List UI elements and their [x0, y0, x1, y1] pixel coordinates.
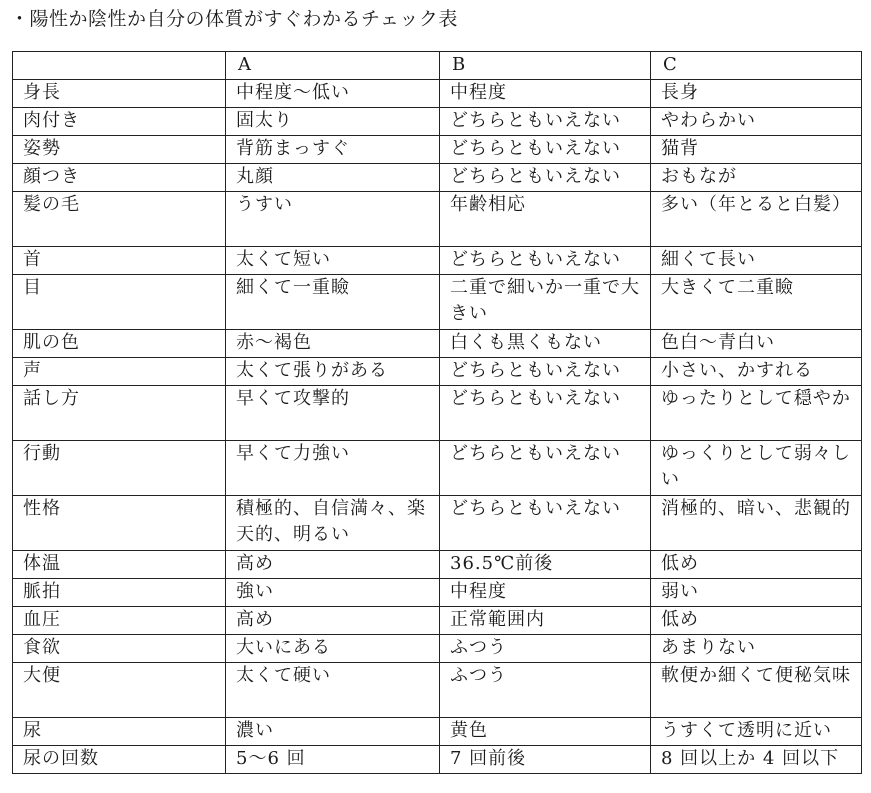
table-row: [13, 164, 862, 192]
cell-a: うすい: [226, 192, 440, 247]
cell-c: おもなが: [651, 164, 862, 192]
cell-c: 軟便か細くて便秘気味: [651, 663, 862, 718]
column-header-item: [13, 52, 226, 80]
table-row: [13, 551, 862, 579]
cell-a: 中程度〜低い: [226, 80, 440, 108]
cell-a: 早くて攻撃的: [226, 386, 440, 441]
cell-a: 太くて張りがある: [226, 358, 440, 386]
cell-c: 弱い: [651, 579, 862, 607]
cell-a: 早くて力強い: [226, 441, 440, 496]
row-label: 肌の色: [13, 330, 226, 358]
column-header-c: C: [651, 52, 862, 80]
cell-b: どちらともいえない: [440, 386, 651, 441]
cell-b: 中程度: [440, 80, 651, 108]
table-row: [13, 358, 862, 386]
row-label: 声: [13, 358, 226, 386]
row-label: 肉付き: [13, 108, 226, 136]
cell-b: 36.5℃前後: [440, 551, 651, 579]
cell-a: 濃い: [226, 718, 440, 746]
row-label: 尿の回数: [13, 746, 226, 774]
cell-a: 細くて一重瞼: [226, 275, 440, 330]
cell-b: ふつう: [440, 635, 651, 663]
row-label: 話し方: [13, 386, 226, 441]
cell-c: 猫背: [651, 136, 862, 164]
cell-c: 低め: [651, 607, 862, 635]
table-row: [13, 108, 862, 136]
cell-b: 正常範囲内: [440, 607, 651, 635]
cell-b: 白くも黒くもない: [440, 330, 651, 358]
page-title: ・陽性か陰性か自分の体質がすぐわかるチェック表: [10, 8, 458, 30]
cell-a: 5〜6 回: [226, 746, 440, 774]
cell-a: 高め: [226, 607, 440, 635]
table-row: [13, 496, 862, 551]
table-row: [13, 579, 862, 607]
cell-c: 低め: [651, 551, 862, 579]
cell-a: 高め: [226, 551, 440, 579]
cell-a: 強い: [226, 579, 440, 607]
cell-c: 細くて長い: [651, 247, 862, 275]
row-label: 食欲: [13, 635, 226, 663]
row-label: 体温: [13, 551, 226, 579]
table-row: [13, 192, 862, 247]
table-header-row: [13, 52, 862, 80]
table-row: [13, 247, 862, 275]
cell-b: どちらともいえない: [440, 136, 651, 164]
table-row: [13, 718, 862, 746]
row-label: 首: [13, 247, 226, 275]
cell-b: 年齢相応: [440, 192, 651, 247]
cell-b: どちらともいえない: [440, 496, 651, 551]
row-label: 行動: [13, 441, 226, 496]
table-row: [13, 746, 862, 774]
row-label: 姿勢: [13, 136, 226, 164]
cell-b: どちらともいえない: [440, 164, 651, 192]
table-row: [13, 330, 862, 358]
cell-b: どちらともいえない: [440, 247, 651, 275]
cell-a: 赤〜褐色: [226, 330, 440, 358]
cell-b: どちらともいえない: [440, 108, 651, 136]
cell-a: 太くて短い: [226, 247, 440, 275]
cell-c: 長身: [651, 80, 862, 108]
constitution-check-table: [12, 51, 862, 774]
row-label: 尿: [13, 718, 226, 746]
cell-a: 丸顔: [226, 164, 440, 192]
cell-c: やわらかい: [651, 108, 862, 136]
cell-c: 小さい、かすれる: [651, 358, 862, 386]
cell-b: どちらともいえない: [440, 441, 651, 496]
row-label: 血圧: [13, 607, 226, 635]
row-label: 脈拍: [13, 579, 226, 607]
cell-c: うすくて透明に近い: [651, 718, 862, 746]
cell-c: 色白〜青白い: [651, 330, 862, 358]
cell-a: 固太り: [226, 108, 440, 136]
cell-b: どちらともいえない: [440, 358, 651, 386]
cell-a: 背筋まっすぐ: [226, 136, 440, 164]
cell-c: ゆったりとして穏やか: [651, 386, 862, 441]
row-label: 髪の毛: [13, 192, 226, 247]
cell-c: 多い（年とると白髪）: [651, 192, 862, 247]
cell-b: 二重で細いか一重で大きい: [440, 275, 651, 330]
column-header-b: B: [440, 52, 651, 80]
table-row: [13, 663, 862, 718]
cell-b: 7 回前後: [440, 746, 651, 774]
cell-a: 太くて硬い: [226, 663, 440, 718]
cell-c: 大きくて二重瞼: [651, 275, 862, 330]
row-label: 身長: [13, 80, 226, 108]
cell-a: 積極的、自信満々、楽天的、明るい: [226, 496, 440, 551]
row-label: 目: [13, 275, 226, 330]
table-row: [13, 607, 862, 635]
cell-c: 消極的、暗い、悲観的: [651, 496, 862, 551]
table-row: [13, 80, 862, 108]
table-row: [13, 635, 862, 663]
cell-b: 中程度: [440, 579, 651, 607]
column-header-a: A: [226, 52, 440, 80]
cell-c: あまりない: [651, 635, 862, 663]
cell-c: ゆっくりとして弱々しい: [651, 441, 862, 496]
row-label: 大便: [13, 663, 226, 718]
row-label: 顔つき: [13, 164, 226, 192]
cell-b: 黄色: [440, 718, 651, 746]
cell-c: 8 回以上か 4 回以下: [651, 746, 862, 774]
table-row: [13, 275, 862, 330]
table-row: [13, 441, 862, 496]
cell-b: ふつう: [440, 663, 651, 718]
table-row: [13, 136, 862, 164]
table-row: [13, 386, 862, 441]
cell-a: 大いにある: [226, 635, 440, 663]
row-label: 性格: [13, 496, 226, 551]
